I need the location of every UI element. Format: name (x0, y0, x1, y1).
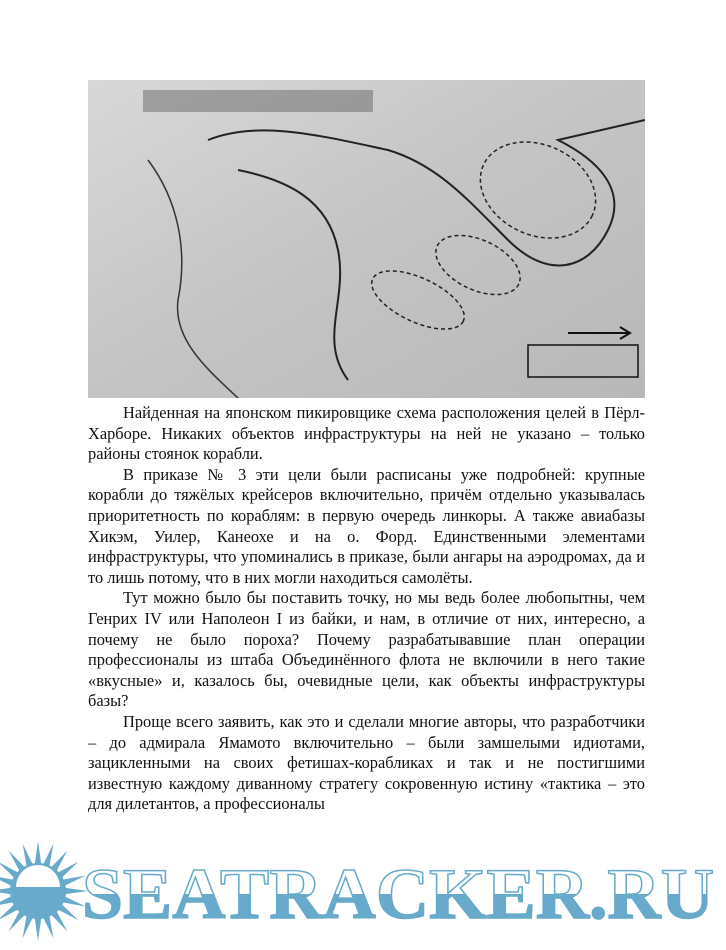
figure-caption-paragraph: Найденная на японском пикировщике схема расположения целей в Пёрл-Харборе. Никаких объектов инфраструктуры на ней не указано – только районы стоянок корабли. (88, 403, 645, 464)
sun-ray (35, 841, 42, 865)
body-paragraph: В приказе № 3 эти цели были расписаны уже подробней: крупные корабли до тяжёлых крейсеров включительно, причём отдельно указывалась приоритетность по кораблям: в первую очередь линкоры. А также авиабазы Хикэм, Уилер, Канеохе и на о. Форд. Единственными элементами инфраструктуры, что упоминались в приказе, были ангары на аэродромах, да и то лишь потому, что в них могли находиться самолёты. (88, 464, 645, 587)
sun-ray (35, 917, 42, 941)
article-body (88, 403, 645, 815)
pearl-harbor-target-map-photo (88, 80, 645, 398)
map-sketch (88, 80, 645, 398)
body-paragraph: Проще всего заявить, как это и сделали многие авторы, что разработчики – до адмирала Ямамото включительно – были замшелыми идиотами, зацикленными на своих фетишах-корабликах и так и не постигшими известную каждому диванному стратегу сокровенную истину «тактика – это для дилетантов, а профессионалы (88, 711, 645, 814)
seatracker-watermark-logo (0, 838, 726, 945)
sun-icon (0, 841, 88, 941)
body-paragraph: Тут можно было бы поставить точку, но мы ведь более любопытны, чем Генрих IV или Наполеон I из байки, и нам, в отличие от них, интересно, а почему не было пороха? Почему разрабатывавшие план операции профессионалы из штаба Объединённого флота не включили в него такие «вкусные» и, казалось бы, очевидные цели, как объекты инфраструктуры базы? (88, 588, 645, 711)
watermark-text: SEATRACKER.RU (82, 854, 714, 934)
